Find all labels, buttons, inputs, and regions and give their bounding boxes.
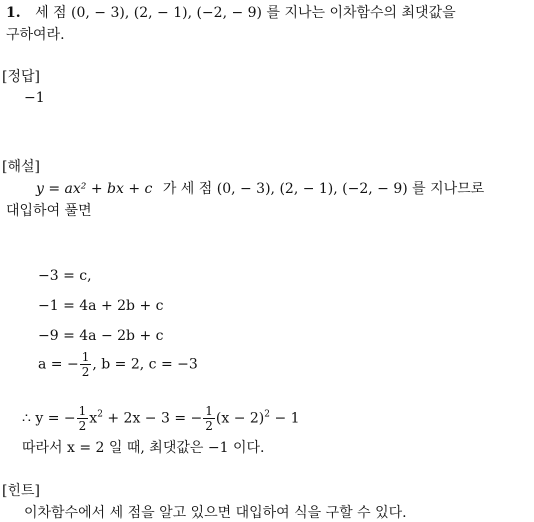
solution-header: [해설] bbox=[2, 159, 40, 175]
answer-header: [정답] bbox=[2, 69, 40, 85]
fraction-denominator: 2 bbox=[205, 419, 213, 433]
fraction-numerator: 1 bbox=[205, 404, 213, 418]
therefore-exponent: 2 bbox=[97, 409, 103, 420]
hint-text: 이차함수에서 세 점을 알고 있으면 대입하여 식을 구할 수 있다. bbox=[24, 505, 407, 521]
fraction-numerator: 1 bbox=[81, 350, 90, 364]
fraction-numerator: 1 bbox=[78, 404, 87, 418]
fraction-denominator: 2 bbox=[81, 365, 90, 379]
therefore-lhs: ∴ y = − bbox=[22, 410, 76, 427]
therefore-exponent-2: 2 bbox=[264, 409, 270, 420]
problem-statement bbox=[6, 2, 456, 22]
problem-number: 1. bbox=[6, 5, 21, 21]
equation-4 bbox=[38, 350, 198, 379]
therefore-x: x bbox=[89, 410, 98, 427]
hint-header: [힌트] bbox=[2, 483, 40, 499]
fraction-one-half bbox=[77, 404, 89, 433]
therefore-middle: + 2x − 3 = − bbox=[102, 410, 203, 427]
equation-1: −3 = c, bbox=[38, 268, 92, 284]
problem-line-2: 구하여라. bbox=[6, 27, 65, 43]
fraction-one-half-2 bbox=[203, 404, 215, 433]
conclusion-text: 따라서 x = 2 일 때, 최댓값은 −1 이다. bbox=[22, 440, 265, 456]
answer-value: −1 bbox=[24, 90, 45, 106]
therefore-square-term: (x − 2) bbox=[215, 410, 265, 427]
solution-intro-equation: y = ax² + bx + c bbox=[36, 181, 153, 197]
therefore-constant: − 1 bbox=[270, 410, 300, 427]
solution-intro bbox=[36, 178, 484, 198]
equation-2: −1 = 4a + 2b + c bbox=[38, 298, 164, 314]
solution-intro-text: 가 세 점 (0, − 3), (2, − 1), (−2, − 9) 를 지나므로 bbox=[162, 181, 485, 197]
fraction-one-half bbox=[80, 350, 92, 379]
equation-4-rest: , b = 2, c = −3 bbox=[92, 356, 198, 373]
equation-4-lhs: a = − bbox=[38, 356, 79, 373]
solution-intro-line-2: 대입하여 풀면 bbox=[6, 203, 92, 219]
therefore-equation bbox=[22, 404, 300, 433]
equation-3: −9 = 4a − 2b + c bbox=[38, 328, 164, 344]
fraction-denominator: 2 bbox=[78, 419, 87, 433]
problem-line-1: 세 점 (0, − 3), (2, − 1), (−2, − 9) 를 지나는 이차함수의 최댓값을 bbox=[35, 5, 456, 21]
